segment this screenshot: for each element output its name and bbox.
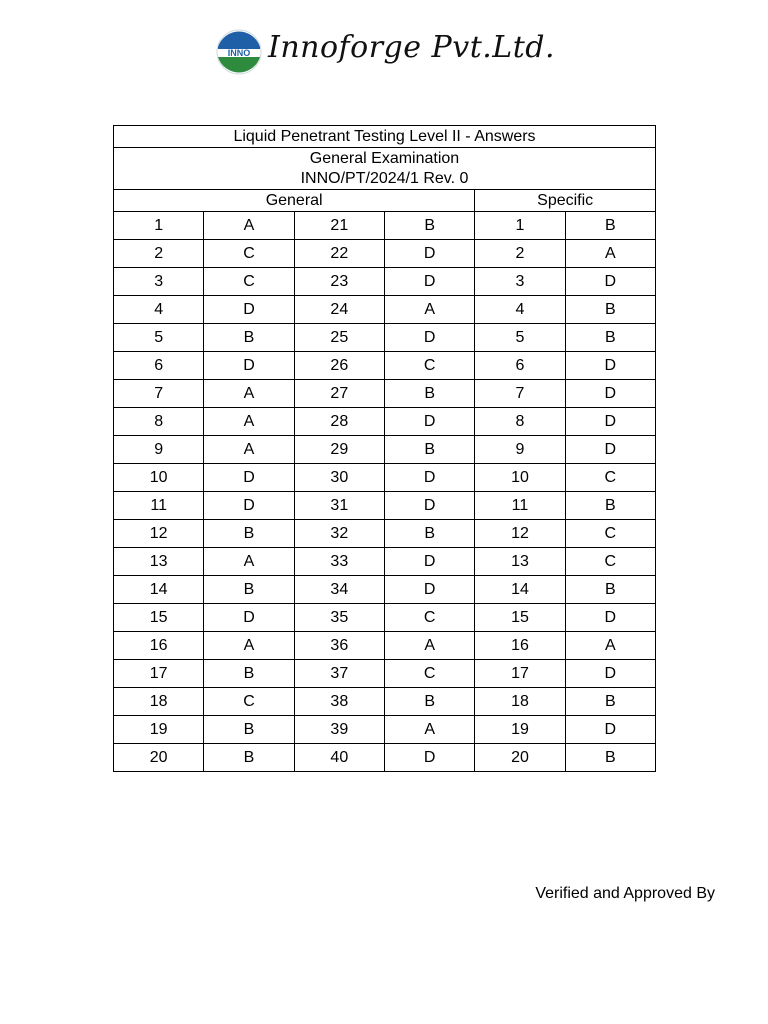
general-question-number: 10 [114,464,204,492]
logo-text: INNO [227,48,251,58]
general-answer: D [204,352,294,380]
table-row [114,296,656,324]
specific-question-number: 19 [475,716,565,744]
table-row [114,324,656,352]
table-row [114,716,656,744]
general-question-number: 33 [294,548,384,576]
general-question-number: 37 [294,660,384,688]
specific-question-number: 3 [475,268,565,296]
specific-answer: B [565,212,655,240]
general-answer: D [384,240,474,268]
general-answer: A [204,380,294,408]
general-answer: B [384,688,474,716]
specific-answer: D [565,436,655,464]
company-name: Innoforge Pvt.Ltd. [268,30,555,65]
general-answer: D [384,268,474,296]
general-answer: C [384,352,474,380]
specific-question-number: 13 [475,548,565,576]
specific-question-number: 1 [475,212,565,240]
general-question-number: 22 [294,240,384,268]
general-answer: D [204,492,294,520]
general-question-number: 28 [294,408,384,436]
specific-answer: D [565,660,655,688]
general-question-number: 15 [114,604,204,632]
specific-answer: C [565,548,655,576]
general-answer: B [384,520,474,548]
general-question-number: 31 [294,492,384,520]
general-answer: D [204,604,294,632]
general-answer: B [384,212,474,240]
specific-question-number: 12 [475,520,565,548]
specific-answer: A [565,240,655,268]
table-row [114,380,656,408]
general-question-number: 4 [114,296,204,324]
general-answer: D [384,576,474,604]
general-question-number: 16 [114,632,204,660]
table-row [114,352,656,380]
specific-question-number: 20 [475,744,565,772]
general-answer: A [204,436,294,464]
specific-answer: C [565,464,655,492]
general-question-number: 13 [114,548,204,576]
table-row [114,268,656,296]
general-question-number: 19 [114,716,204,744]
general-answer: C [384,604,474,632]
specific-question-number: 2 [475,240,565,268]
general-question-number: 6 [114,352,204,380]
table-row [114,660,656,688]
table-row [114,604,656,632]
general-answer: A [204,548,294,576]
specific-answer: B [565,688,655,716]
table-row [114,212,656,240]
general-question-number: 12 [114,520,204,548]
general-answer: D [384,464,474,492]
general-answer: B [204,716,294,744]
general-question-number: 7 [114,380,204,408]
general-answer: B [204,576,294,604]
table-row [114,408,656,436]
general-section-label: General [114,190,475,212]
general-question-number: 8 [114,408,204,436]
specific-answer: B [565,744,655,772]
general-answer: D [204,296,294,324]
exam-title: General Examination [309,149,460,167]
table-row [114,464,656,492]
specific-question-number: 18 [475,688,565,716]
specific-answer: D [565,408,655,436]
specific-question-number: 15 [475,604,565,632]
general-answer: B [204,660,294,688]
general-answer: A [204,212,294,240]
specific-answer: D [565,716,655,744]
general-answer: C [384,660,474,688]
specific-answer: D [565,352,655,380]
general-answer: A [384,632,474,660]
general-question-number: 21 [294,212,384,240]
table-row [114,548,656,576]
table-row [114,240,656,268]
general-question-number: 30 [294,464,384,492]
table-row [114,632,656,660]
general-answer: D [204,464,294,492]
specific-answer: B [565,296,655,324]
table-subheader [114,148,656,190]
general-answer: A [204,632,294,660]
general-question-number: 25 [294,324,384,352]
general-question-number: 38 [294,688,384,716]
general-answer: D [384,492,474,520]
general-question-number: 14 [114,576,204,604]
general-question-number: 5 [114,324,204,352]
general-question-number: 39 [294,716,384,744]
general-answer: B [204,324,294,352]
specific-question-number: 8 [475,408,565,436]
answer-key-table [113,125,656,772]
general-question-number: 24 [294,296,384,324]
general-question-number: 27 [294,380,384,408]
general-question-number: 32 [294,520,384,548]
general-question-number: 29 [294,436,384,464]
general-question-number: 20 [114,744,204,772]
table-row [114,520,656,548]
page-header [0,28,768,80]
table-row [114,688,656,716]
general-question-number: 17 [114,660,204,688]
general-answer: C [204,268,294,296]
specific-question-number: 6 [475,352,565,380]
table-row [114,436,656,464]
general-question-number: 18 [114,688,204,716]
general-answer: B [384,436,474,464]
general-answer: A [384,296,474,324]
specific-question-number: 11 [475,492,565,520]
general-answer: A [384,716,474,744]
specific-answer: D [565,380,655,408]
specific-answer: C [565,520,655,548]
approval-text: Verified and Approved By [535,885,715,902]
general-question-number: 1 [114,212,204,240]
specific-section-label: Specific [475,190,656,212]
general-answer: B [384,380,474,408]
general-answer: A [204,408,294,436]
document-reference: INNO/PT/2024/1 Rev. 0 [300,169,469,187]
specific-question-number: 14 [475,576,565,604]
general-question-number: 9 [114,436,204,464]
specific-answer: B [565,324,655,352]
specific-answer: D [565,268,655,296]
general-answer: B [204,744,294,772]
specific-question-number: 9 [475,436,565,464]
general-answer: C [204,240,294,268]
table-row [114,576,656,604]
specific-question-number: 10 [475,464,565,492]
general-question-number: 2 [114,240,204,268]
general-answer: B [204,520,294,548]
specific-answer: B [565,576,655,604]
table-title: Liquid Penetrant Testing Level II - Answers [114,126,656,148]
general-question-number: 23 [294,268,384,296]
general-question-number: 36 [294,632,384,660]
table-row [114,744,656,772]
general-question-number: 26 [294,352,384,380]
general-question-number: 3 [114,268,204,296]
table-row [114,492,656,520]
general-answer: D [384,744,474,772]
general-answer: D [384,324,474,352]
specific-question-number: 17 [475,660,565,688]
general-answer: C [204,688,294,716]
specific-answer: B [565,492,655,520]
general-question-number: 35 [294,604,384,632]
specific-answer: A [565,632,655,660]
general-question-number: 11 [114,492,204,520]
general-question-number: 34 [294,576,384,604]
specific-question-number: 16 [475,632,565,660]
specific-question-number: 4 [475,296,565,324]
general-question-number: 40 [294,744,384,772]
company-logo [216,29,262,75]
general-answer: D [384,548,474,576]
specific-answer: D [565,604,655,632]
specific-question-number: 7 [475,380,565,408]
general-answer: D [384,408,474,436]
specific-question-number: 5 [475,324,565,352]
